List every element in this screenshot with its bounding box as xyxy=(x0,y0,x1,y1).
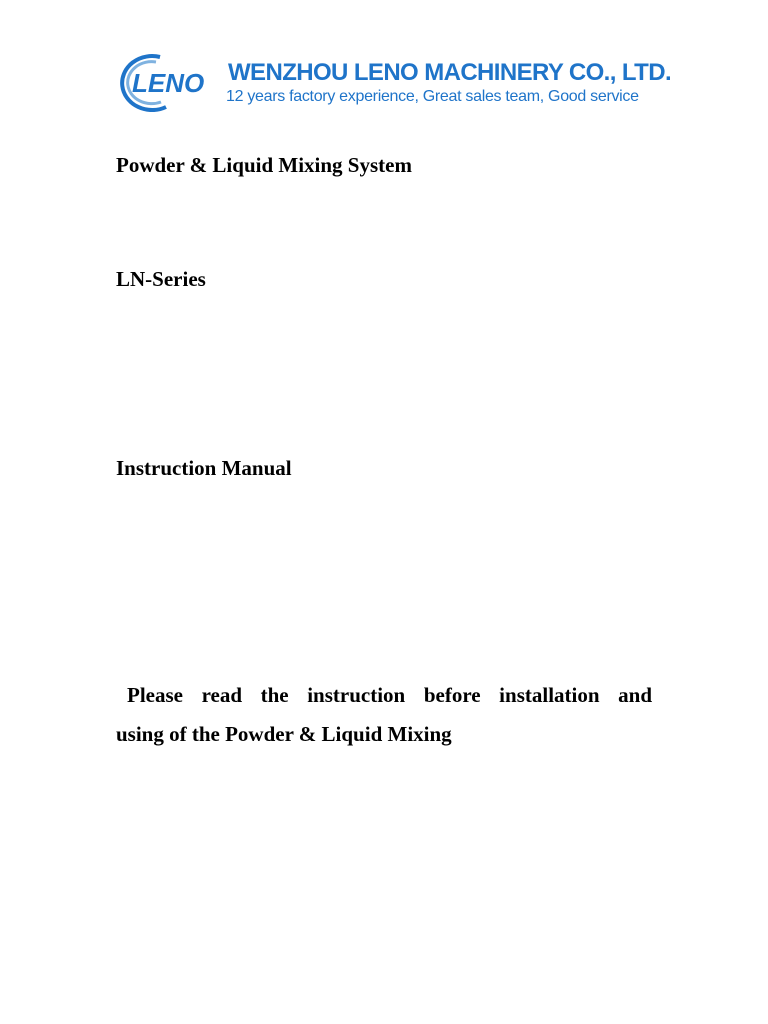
reading-notice xyxy=(116,676,652,754)
manual-label: Instruction Manual xyxy=(116,456,292,480)
company-tagline: 12 years factory experience, Great sales team, Good service xyxy=(226,88,639,105)
logo-wordmark: LENO xyxy=(132,68,205,98)
company-name: WENZHOU LENO MACHINERY CO., LTD. xyxy=(228,59,672,86)
leno-logo xyxy=(114,50,226,112)
notice-line-1: Please read the instruction before installation and xyxy=(127,683,652,707)
letterhead xyxy=(114,50,672,112)
series-label: LN-Series xyxy=(116,267,206,291)
notice-line-2: using of the Powder & Liquid Mixing xyxy=(116,722,452,746)
document-title: Powder & Liquid Mixing System xyxy=(116,153,412,177)
